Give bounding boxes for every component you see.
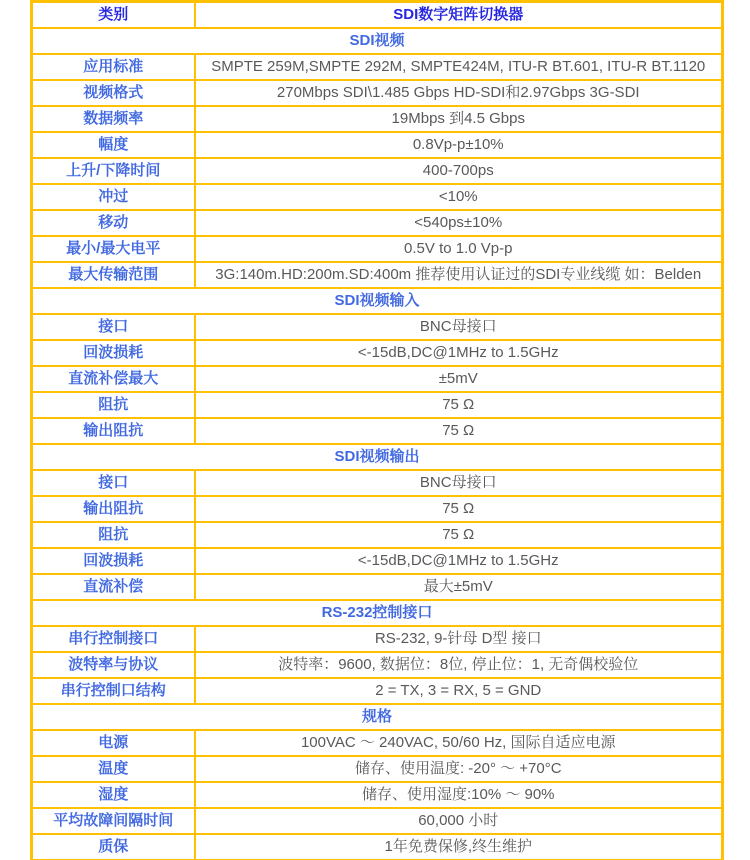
section-row xyxy=(32,704,723,730)
spec-label: 数据频率 xyxy=(32,106,195,132)
spec-label: 波特率与协议 xyxy=(32,652,195,678)
spec-label: 接口 xyxy=(32,314,195,340)
section-row xyxy=(32,28,723,54)
spec-label: 幅度 xyxy=(32,132,195,158)
spec-label: 平均故障间隔时间 xyxy=(32,808,195,834)
section-row xyxy=(32,288,723,314)
spec-value: 75 Ω xyxy=(195,392,723,418)
table-row xyxy=(32,236,723,262)
spec-value: RS-232, 9-针母 D型 接口 xyxy=(195,626,723,652)
spec-value: BNC母接口 xyxy=(195,314,723,340)
product-title: SDI数字矩阵切换器 xyxy=(195,2,723,29)
spec-table-body xyxy=(32,2,723,860)
spec-label: 直流补偿 xyxy=(32,574,195,600)
table-row xyxy=(32,184,723,210)
spec-label: 视频格式 xyxy=(32,80,195,106)
section-title: RS-232控制接口 xyxy=(32,600,723,626)
spec-value: BNC母接口 xyxy=(195,470,723,496)
spec-value: 75 Ω xyxy=(195,522,723,548)
spec-value: 储存、使用湿度:10% ～ 90% xyxy=(195,782,723,808)
section-title: SDI视频输出 xyxy=(32,444,723,470)
table-row xyxy=(32,652,723,678)
table-row xyxy=(32,782,723,808)
spec-label: 电源 xyxy=(32,730,195,756)
spec-label: 接口 xyxy=(32,470,195,496)
table-row xyxy=(32,470,723,496)
spec-value: 1年免费保修,终生维护 xyxy=(195,834,723,860)
spec-label: 上升/下降时间 xyxy=(32,158,195,184)
table-row xyxy=(32,834,723,860)
table-row xyxy=(32,574,723,600)
spec-label: 最大传输范围 xyxy=(32,262,195,288)
table-row xyxy=(32,132,723,158)
table-row xyxy=(32,522,723,548)
spec-value: <-15dB,DC@1MHz to 1.5GHz xyxy=(195,548,723,574)
spec-value: 400-700ps xyxy=(195,158,723,184)
spec-value: 270Mbps SDI\1.485 Gbps HD-SDI和2.97Gbps 3G-SDI xyxy=(195,80,723,106)
spec-label: 串行控制口结构 xyxy=(32,678,195,704)
spec-label: 回波损耗 xyxy=(32,548,195,574)
spec-value: 75 Ω xyxy=(195,418,723,444)
section-row xyxy=(32,600,723,626)
section-title: SDI视频 xyxy=(32,28,723,54)
table-row xyxy=(32,54,723,80)
spec-label: 最小/最大电平 xyxy=(32,236,195,262)
spec-table xyxy=(30,0,724,860)
section-title: SDI视频输入 xyxy=(32,288,723,314)
table-row xyxy=(32,730,723,756)
table-row xyxy=(32,340,723,366)
spec-label: 阻抗 xyxy=(32,522,195,548)
spec-label: 温度 xyxy=(32,756,195,782)
table-row xyxy=(32,366,723,392)
table-row xyxy=(32,106,723,132)
header-row xyxy=(32,2,723,29)
spec-value: 19Mbps 到4.5 Gbps xyxy=(195,106,723,132)
spec-value: SMPTE 259M,SMPTE 292M, SMPTE424M, ITU-R BT.601, ITU-R BT.1120 xyxy=(195,54,723,80)
table-row xyxy=(32,678,723,704)
spec-value: <10% xyxy=(195,184,723,210)
spec-value: 100VAC ～ 240VAC, 50/60 Hz, 国际自适应电源 xyxy=(195,730,723,756)
table-row xyxy=(32,392,723,418)
spec-value: 0.8Vp-p±10% xyxy=(195,132,723,158)
spec-value: ±5mV xyxy=(195,366,723,392)
spec-value: <-15dB,DC@1MHz to 1.5GHz xyxy=(195,340,723,366)
spec-value: 75 Ω xyxy=(195,496,723,522)
spec-value: 60,000 小时 xyxy=(195,808,723,834)
spec-value: 0.5V to 1.0 Vp-p xyxy=(195,236,723,262)
spec-value: 波特率：9600, 数据位：8位, 停止位：1, 无奇偶校验位 xyxy=(195,652,723,678)
spec-label: 湿度 xyxy=(32,782,195,808)
spec-value: 3G:140m.HD:200m.SD:400m 推荐使用认证过的SDI专业线缆 如：Belden xyxy=(195,262,723,288)
table-row xyxy=(32,808,723,834)
table-row xyxy=(32,756,723,782)
section-row xyxy=(32,444,723,470)
spec-label: 输出阻抗 xyxy=(32,496,195,522)
spec-label: 回波损耗 xyxy=(32,340,195,366)
spec-label: 串行控制接口 xyxy=(32,626,195,652)
spec-label: 阻抗 xyxy=(32,392,195,418)
table-row xyxy=(32,262,723,288)
spec-label: 移动 xyxy=(32,210,195,236)
spec-label: 应用标准 xyxy=(32,54,195,80)
spec-label: 质保 xyxy=(32,834,195,860)
spec-label: 冲过 xyxy=(32,184,195,210)
spec-value: 最大±5mV xyxy=(195,574,723,600)
table-row xyxy=(32,80,723,106)
section-title: 规格 xyxy=(32,704,723,730)
table-row xyxy=(32,548,723,574)
category-header-label: 类别 xyxy=(32,2,195,29)
spec-label: 输出阻抗 xyxy=(32,418,195,444)
table-row xyxy=(32,314,723,340)
table-row xyxy=(32,210,723,236)
spec-label: 直流补偿最大 xyxy=(32,366,195,392)
spec-value: 储存、使用温度: -20° ～ +70°C xyxy=(195,756,723,782)
spec-value: 2 = TX, 3 = RX, 5 = GND xyxy=(195,678,723,704)
table-row xyxy=(32,418,723,444)
table-row xyxy=(32,496,723,522)
table-row xyxy=(32,158,723,184)
spec-value: <540ps±10% xyxy=(195,210,723,236)
table-row xyxy=(32,626,723,652)
